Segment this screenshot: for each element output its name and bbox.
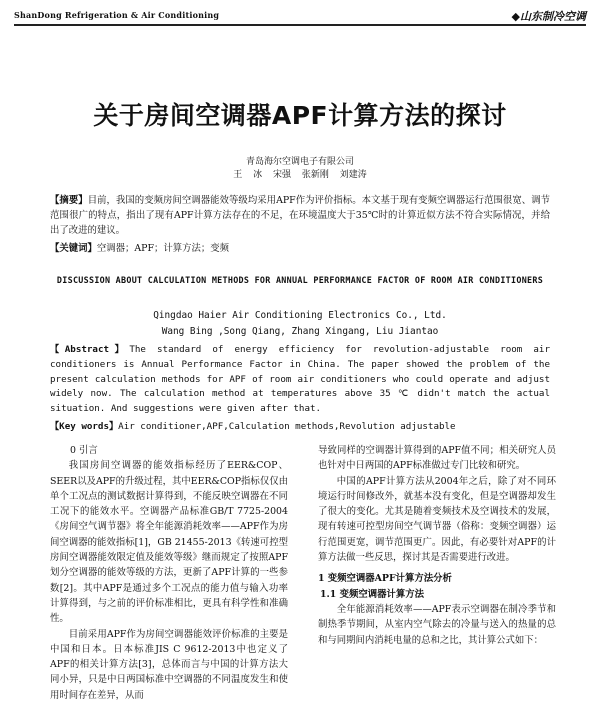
journal-name-cn: ◆山东制冷空调	[511, 10, 586, 23]
abstract-en-text: The standard of energy efficiency for revolution-adjustable room air conditioners is Annual Performance Factor in China. The paper showed the problem of the present calculation methods for APF of room air conditioners who could operate and adjust widely now. The calculation method at temperatures above 35 ℃ didn't match the actual situation. And suggestions were given after that.	[50, 344, 550, 415]
header-divider	[14, 24, 586, 26]
keywords-cn-label: 【关键词】	[50, 243, 97, 254]
abstract-cn	[50, 193, 550, 238]
keywords-cn-text: 空调器；APF；计算方法；变频	[96, 243, 229, 254]
section-1-1-paragraph: 全年能源消耗效率——APF表示空调器在制冷季节和制热季节期间，从室内空气除去的冷量与送入的热量的总和与同期间内消耗电量的总和之比，其计算公式如下：	[318, 603, 556, 646]
authors-en: Wang Bing ,Song Qiang, Zhang Xingang, Liu Jiantao	[161, 326, 439, 337]
paper-title: 关于房间空调器APF计算方法的探讨	[93, 101, 507, 130]
body-column-left	[50, 443, 288, 703]
affiliation-en: Qingdao Haier Air Conditioning Electronics Co., Ltd.	[153, 310, 447, 321]
authors-cn: 王 冰 宋强 张新刚 刘建涛	[233, 170, 367, 180]
intro-paragraph-2: 目前采用APF作为房间空调器能效评价标准的主要是中国和日本。日本标准JIS C 9612-2013中也定义了APF的相关计算方法[3]，总体而言与中国的计算方法大同小异，只是中日两国标准中空调器的不同温度发生和使用时间存在差异，从而	[50, 628, 288, 701]
body-column-right	[318, 443, 556, 648]
abstract-en	[50, 343, 550, 417]
keywords-en-text: Air conditioner,APF,Calculation methods,Revolution adjustable	[118, 421, 456, 432]
journal-name-en: ShanDong Refrigeration & Air Conditioning	[14, 10, 220, 20]
abstract-en-label: 【Abstract】	[50, 344, 130, 355]
paper-title-en: DISCUSSION ABOUT CALCULATION METHODS FOR ANNUAL PERFORMANCE FACTOR OF ROOM AIR CONDITIONERS	[56, 275, 544, 285]
keywords-cn	[50, 240, 550, 254]
affiliation-cn: 青岛海尔空调电子有限公司	[245, 157, 354, 167]
keywords-en-label: 【Key words】	[50, 421, 119, 432]
abstract-cn-text: 目前，我国的变频房间空调器能效等级均采用APF作为评价指标。本文基于现有变频空调器运行范围很宽、调节范围很广的特点，指出了现有APF计算方法存在的不足，在环境温度大于35℃时的计算近似方法不符合实际情况，并给出了改进的建议。	[50, 195, 550, 236]
intro-paragraph-1: 我国房间空调器的能效指标经历了EER&COP、SEER以及APF的升级过程，其中EER&COP指标仅仅由单个工况点的测试数据计算得到，不能反映空调器在不同工况下的能效水平。空调器产品标准GB/T 7725-2004《房间空气调节器》将全年能源消耗效率——APF作为房间空调器的能效指标[1]，GB 21455-2013《转速可控型房间空调器能效限定值及能效等级》继而规定了按照APF划分空调器的能效等级的方法，更新了APF计算的一些参数[2]。其中APF是通过多个工况点的能力值与输入功率计算得到，与之前的评价标准相比，更具有科学性和准确性。	[50, 460, 288, 625]
section-1-heading: 1 变频空调器APF计算方法分析	[318, 573, 452, 585]
intro-paragraph-2-cont: 导致同样的空调器计算得到的APF值不同；相关研究人员也针对中日两国的APF标准做过专门比较和研究。	[318, 445, 556, 472]
abstract-cn-label: 【摘要】	[50, 195, 88, 206]
intro-paragraph-3: 中国的APF计算方法从2004年之后，除了对不同环境运行时间修改外，就基本没有变化，但是空调器却发生了很大的变化。尤其是随着变频技术及空调技术的发展，现有转速可控型房间空气调节器（俗称：变频空调器）运行范围更宽，调节范围更广。因此，有必要针对APF的计算方法做一些反思，探讨其是否需要进行改进。	[318, 475, 556, 564]
keywords-en	[50, 418, 550, 432]
section-1-1-heading: 1.1 变频空调器计算方法	[320, 588, 424, 600]
section-intro-heading: 0 引言	[70, 445, 98, 456]
